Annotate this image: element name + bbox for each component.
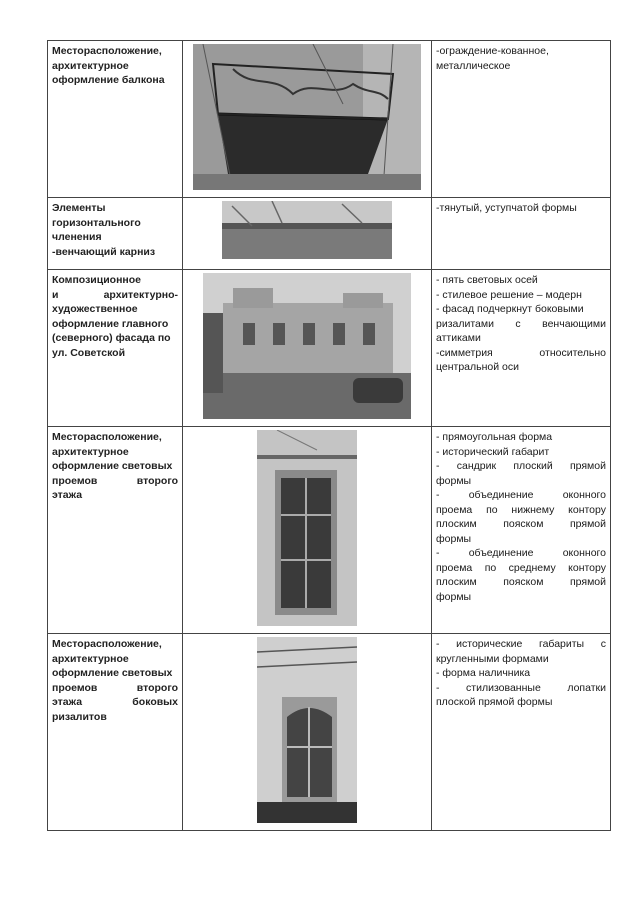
desc-line: - фасад подчеркнут боковыми [436, 303, 584, 315]
side-window-photo-icon [257, 637, 357, 823]
desc-line: плоским пояском прямой [436, 518, 606, 530]
facade-photo-icon [203, 273, 411, 419]
row-description [432, 427, 611, 634]
label-line: Месторасположение, [52, 45, 162, 57]
row-description [432, 634, 611, 831]
row-label [48, 634, 183, 831]
desc-line: плоской прямой формы [436, 696, 553, 708]
desc-line: - исторические габариты с [436, 638, 606, 650]
row-description [432, 270, 611, 427]
desc-line: формы [436, 590, 472, 603]
label-line: оформление балкона [52, 74, 165, 86]
desc-line: формы [436, 532, 472, 545]
desc-line: плоским пояском прямой [436, 576, 606, 588]
balcony-photo-icon [193, 44, 421, 190]
table-row [48, 427, 611, 634]
desc-line: - стилевое решение – модерн [436, 288, 582, 301]
label-line: ризалитов [52, 710, 107, 723]
row-description [432, 198, 611, 270]
desc-line: ризалитами с венчающими [436, 317, 606, 330]
desc-line: - исторический габарит [436, 445, 550, 458]
desc-line: - объединение оконного [436, 547, 606, 559]
photo-cell [183, 198, 432, 270]
photo-cell [183, 270, 432, 427]
label-line: оформление световых [52, 667, 173, 679]
table-row [48, 41, 611, 198]
photo-cell [183, 41, 432, 198]
label-line: -венчающий карниз [52, 245, 156, 258]
row-label [48, 41, 183, 198]
desc-line: - пять световых осей [436, 274, 538, 286]
desc-line: центральной оси [436, 361, 519, 373]
label-line: архитектурное [52, 445, 129, 458]
label-line: оформление световых [52, 460, 173, 472]
table-row [48, 198, 611, 270]
label-line: этажа боковых [52, 696, 178, 708]
label-line: и архитектурно- [52, 288, 178, 301]
label-line: (северного) фасада по [52, 332, 171, 344]
table-row [48, 270, 611, 427]
label-line: ул. Советской [52, 346, 126, 359]
desc-line: металлическое [436, 59, 511, 72]
label-line: художественное [52, 303, 138, 315]
label-line: архитектурное [52, 652, 129, 665]
row-label [48, 427, 183, 634]
desc-line: - стилизованные лопатки [436, 681, 606, 694]
table-row [48, 634, 611, 831]
desc-line: проема по среднему контору [436, 561, 606, 574]
cornice-photo-icon [222, 201, 392, 259]
features-table [47, 40, 611, 831]
row-label [48, 198, 183, 270]
label-line: проемов второго [52, 681, 178, 694]
label-line: этажа [52, 489, 83, 501]
desc-line: проема по нижнему контору [436, 503, 606, 516]
row-description [432, 41, 611, 198]
label-line: членения [52, 231, 102, 243]
desc-line: - сандрик плоский прямой [436, 460, 606, 472]
desc-line: -ограждение-кованное, [436, 45, 549, 57]
label-line: проемов второго [52, 474, 178, 487]
desc-line: - прямоугольная форма [436, 431, 553, 443]
label-line: Месторасположение, [52, 638, 162, 650]
row-label [48, 270, 183, 427]
label-line: архитектурное [52, 59, 129, 72]
window-photo-icon [257, 430, 357, 626]
desc-line: формы [436, 474, 472, 487]
desc-line: -тянутый, уступчатой формы [436, 202, 577, 214]
desc-line: -симметрия относительно [436, 346, 606, 359]
photo-cell [183, 427, 432, 634]
label-line: горизонтального [52, 216, 141, 229]
desc-line: кругленными формами [436, 652, 549, 665]
desc-line: - объединение оконного [436, 489, 606, 501]
label-line: Элементы [52, 202, 106, 214]
label-line: Композиционное [52, 274, 142, 286]
photo-cell [183, 634, 432, 831]
label-line: оформление главного [52, 317, 169, 330]
desc-line: - форма наличника [436, 667, 531, 679]
label-line: Месторасположение, [52, 431, 162, 443]
desc-line: аттиками [436, 332, 481, 344]
